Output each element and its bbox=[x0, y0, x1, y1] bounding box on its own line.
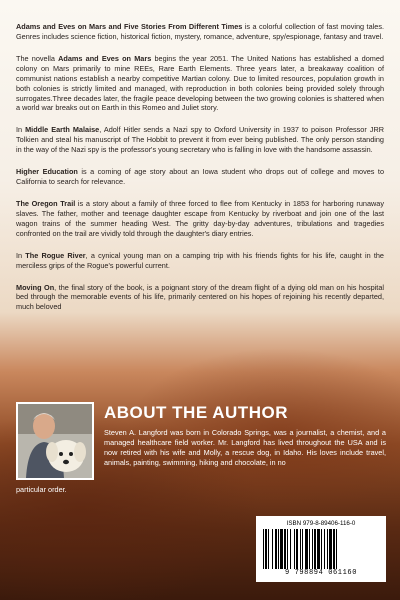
moving-on-title: Moving On bbox=[16, 282, 55, 292]
barcode-bars-icon bbox=[262, 529, 380, 569]
blurb-paragraph-mars bbox=[16, 54, 384, 114]
mars-pre: The novella bbox=[16, 53, 59, 63]
isbn-barcode bbox=[256, 516, 386, 582]
higher-education-text: is a coming of age story about an Iowa student who drops out of college and moves to California to search for relevance. bbox=[16, 167, 385, 187]
blurb-paragraph-moving-on bbox=[16, 283, 384, 313]
rogue-river-title: The Rogue River bbox=[25, 250, 86, 260]
oregon-trail-title: The Oregon Trail bbox=[16, 198, 76, 208]
middle-earth-title: Middle Earth Malaise bbox=[25, 125, 100, 135]
about-author-text: Steven A. Langford was born in Colorado Springs, was a journalist, a chemist, and a managed healthcare field worker. Mr. Langford has lived throughout the USA and is now retired with his wife and Molly, a rescue dog, in Idaho. His loves include travel, animals, painting, swimming, hiking and chocolate, in no bbox=[104, 428, 386, 467]
isbn-label: ISBN 979-8-89406-116-0 bbox=[286, 520, 356, 527]
moving-on-text: , the final story of the book, is a poignant story of the dream flight of a dying old man on his hospital bed through the memorable events of his life, primarily centered on his hopes of rejoining his recently departed, much beloved bbox=[16, 282, 384, 312]
blurb-paragraph-higher-education bbox=[16, 167, 384, 187]
blurb-paragraph-intro bbox=[16, 22, 384, 42]
mars-text: begins the year 2051. The United Nations has established a domed colony on Mars primarily to mine REEs, Rare Earth Elements. Three years later, a breakaway coalition of communist nations establish a nearby competitive Martian colony. Due to limited resources, population growth in both colonies is strictly limited and managed, with reproduction in both colonies being provided solely through surrogates.Three decades later, the fragile peace developing between the two growing colonies is shattered when a world war breaks out on Earth in this Romeo and Juliet story. bbox=[16, 53, 384, 113]
middle-earth-text: , Adolf Hitler sends a Nazi spy to Oxford University in 1937 to poison Professor JRR Tolkien and steal his manuscript of The Hobbit to prevent it from ever being published. The only person standing in the way of the Nazi spy is the professor's young secretary who is falling in love with the handsome assassin. bbox=[16, 125, 384, 155]
book-title-bold: Adams and Eves on Mars and Five Stories From Different Times bbox=[16, 22, 243, 31]
blurb-paragraph-middle-earth bbox=[16, 125, 384, 155]
blurb-paragraph-rogue-river bbox=[16, 251, 384, 271]
higher-education-title: Higher Education bbox=[16, 167, 78, 177]
book-description bbox=[16, 22, 384, 324]
rogue-river-text: , a cynical young man on a camping trip with his friends fights for his life, caught in the merciless grips of the Rogue's powerful current. bbox=[16, 250, 384, 270]
rogue-river-pre: In bbox=[16, 250, 26, 260]
oregon-trail-text: is a story about a family of three forced to flee from Kentucky in 1853 for harboring runaway slaves. The father, mother and teenage daughter escape from Kentucky by riverboat and join one of the last wagon trains of the summer heading West. The gritty day-by-day adventures, tribulations and tragedies confronted on the trail are vividly told through the daughter's diary entries. bbox=[16, 198, 384, 238]
middle-earth-pre: In bbox=[16, 125, 26, 135]
barcode-digits: 9 798894 061160 bbox=[284, 569, 357, 577]
blurb-paragraph-oregon-trail bbox=[16, 199, 384, 239]
about-author-heading: ABOUT THE AUTHOR bbox=[104, 403, 288, 422]
author-with-dog-photo-icon bbox=[18, 404, 92, 478]
about-author-text-tail: particular order. bbox=[16, 485, 67, 494]
author-photo bbox=[16, 402, 94, 480]
mars-title: Adams and Eves on Mars bbox=[58, 53, 152, 63]
intro-text: is a colorful collection of fast moving tales. Genres includes science fiction, historical fiction, mystery, romance, adventure, spy/espionage, fantasy and travel. bbox=[16, 22, 384, 41]
